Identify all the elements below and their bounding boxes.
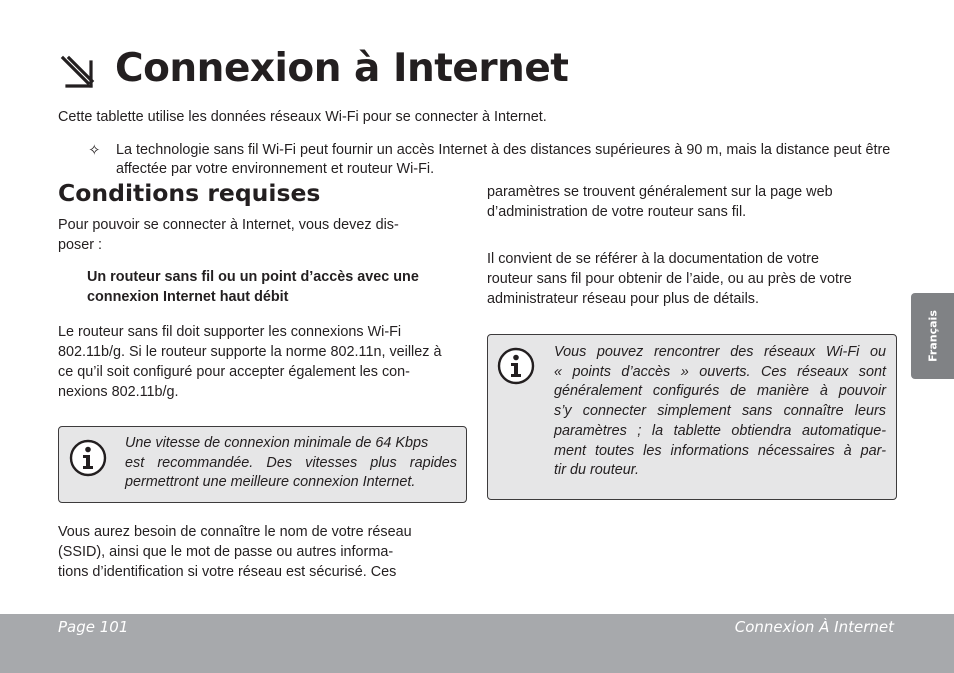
- documentation-paragraph: Il convient de se référer à la documentation de votre routeur sans fil pour obtenir de l’aide, ou au près de votre administrateur réseau pour plus de détails.: [487, 251, 852, 307]
- language-tab: [911, 293, 954, 379]
- footer-section-title: Connexion À Internet: [734, 618, 894, 636]
- router-paragraph: Le routeur sans fil doit supporter les connexions Wi-Fi 802.11b/g. Si le routeur supporte la norme 802.11n, veillez à ce qu’il soit configuré pour accepter également les con- nexions 802.11b/g.: [58, 324, 442, 400]
- note-text-open-networks: Vous pouvez rencontrer des réseaux Wi-Fi ou « points d’accès » ouverts. Ces réseaux sont généralement configurés de manière à pouvoir s’y connecter simplement sans connaître leurs paramètres ; la tablette obtiendra automatique- ment toutes les informations nécessaires à par- tir du routeur.: [554, 344, 886, 479]
- note-box-speed: [58, 426, 467, 503]
- arrow-down-right-icon: [58, 52, 98, 92]
- requirements-intro: Pour pouvoir se connecter à Internet, vous devez dis- poser :: [58, 217, 399, 253]
- bullet-text: La technologie sans fil Wi-Fi peut fournir un accès Internet à des distances supérieures à 90 m, mais la distance peut être affectée par votre environnement et routeur Wi-Fi.: [116, 142, 891, 177]
- settings-paragraph: paramètres se trouvent généralement sur la page web d’administration de votre routeur sans fil.: [487, 184, 833, 220]
- language-tab-label: Français: [926, 310, 939, 362]
- note-text-speed: Une vitesse de connexion minimale de 64 Kbps est recommandée. Des vitesses plus rapides permettront une meilleure connexion Internet.: [125, 435, 457, 491]
- page-title: Connexion à Internet: [115, 46, 569, 91]
- info-icon: [497, 347, 535, 385]
- info-icon: [69, 439, 107, 477]
- intro-text: Cette tablette utilise les données réseaux Wi-Fi pour se connecter à Internet.: [58, 109, 547, 125]
- footer-page-number: Page 101: [58, 618, 129, 636]
- ssid-paragraph: Vous aurez besoin de connaître le nom de votre réseau (SSID), ainsi que le mot de passe ou autres informa- tions d’identification si votre réseau est sécurisé. Ces: [58, 524, 412, 580]
- note-box-open-networks: [487, 334, 897, 500]
- bullet-star-icon: ✧: [88, 141, 101, 159]
- section-heading: Conditions requises: [58, 179, 321, 207]
- requirement-item: Un routeur sans fil ou un point d’accès avec une connexion Internet haut débit: [87, 269, 419, 305]
